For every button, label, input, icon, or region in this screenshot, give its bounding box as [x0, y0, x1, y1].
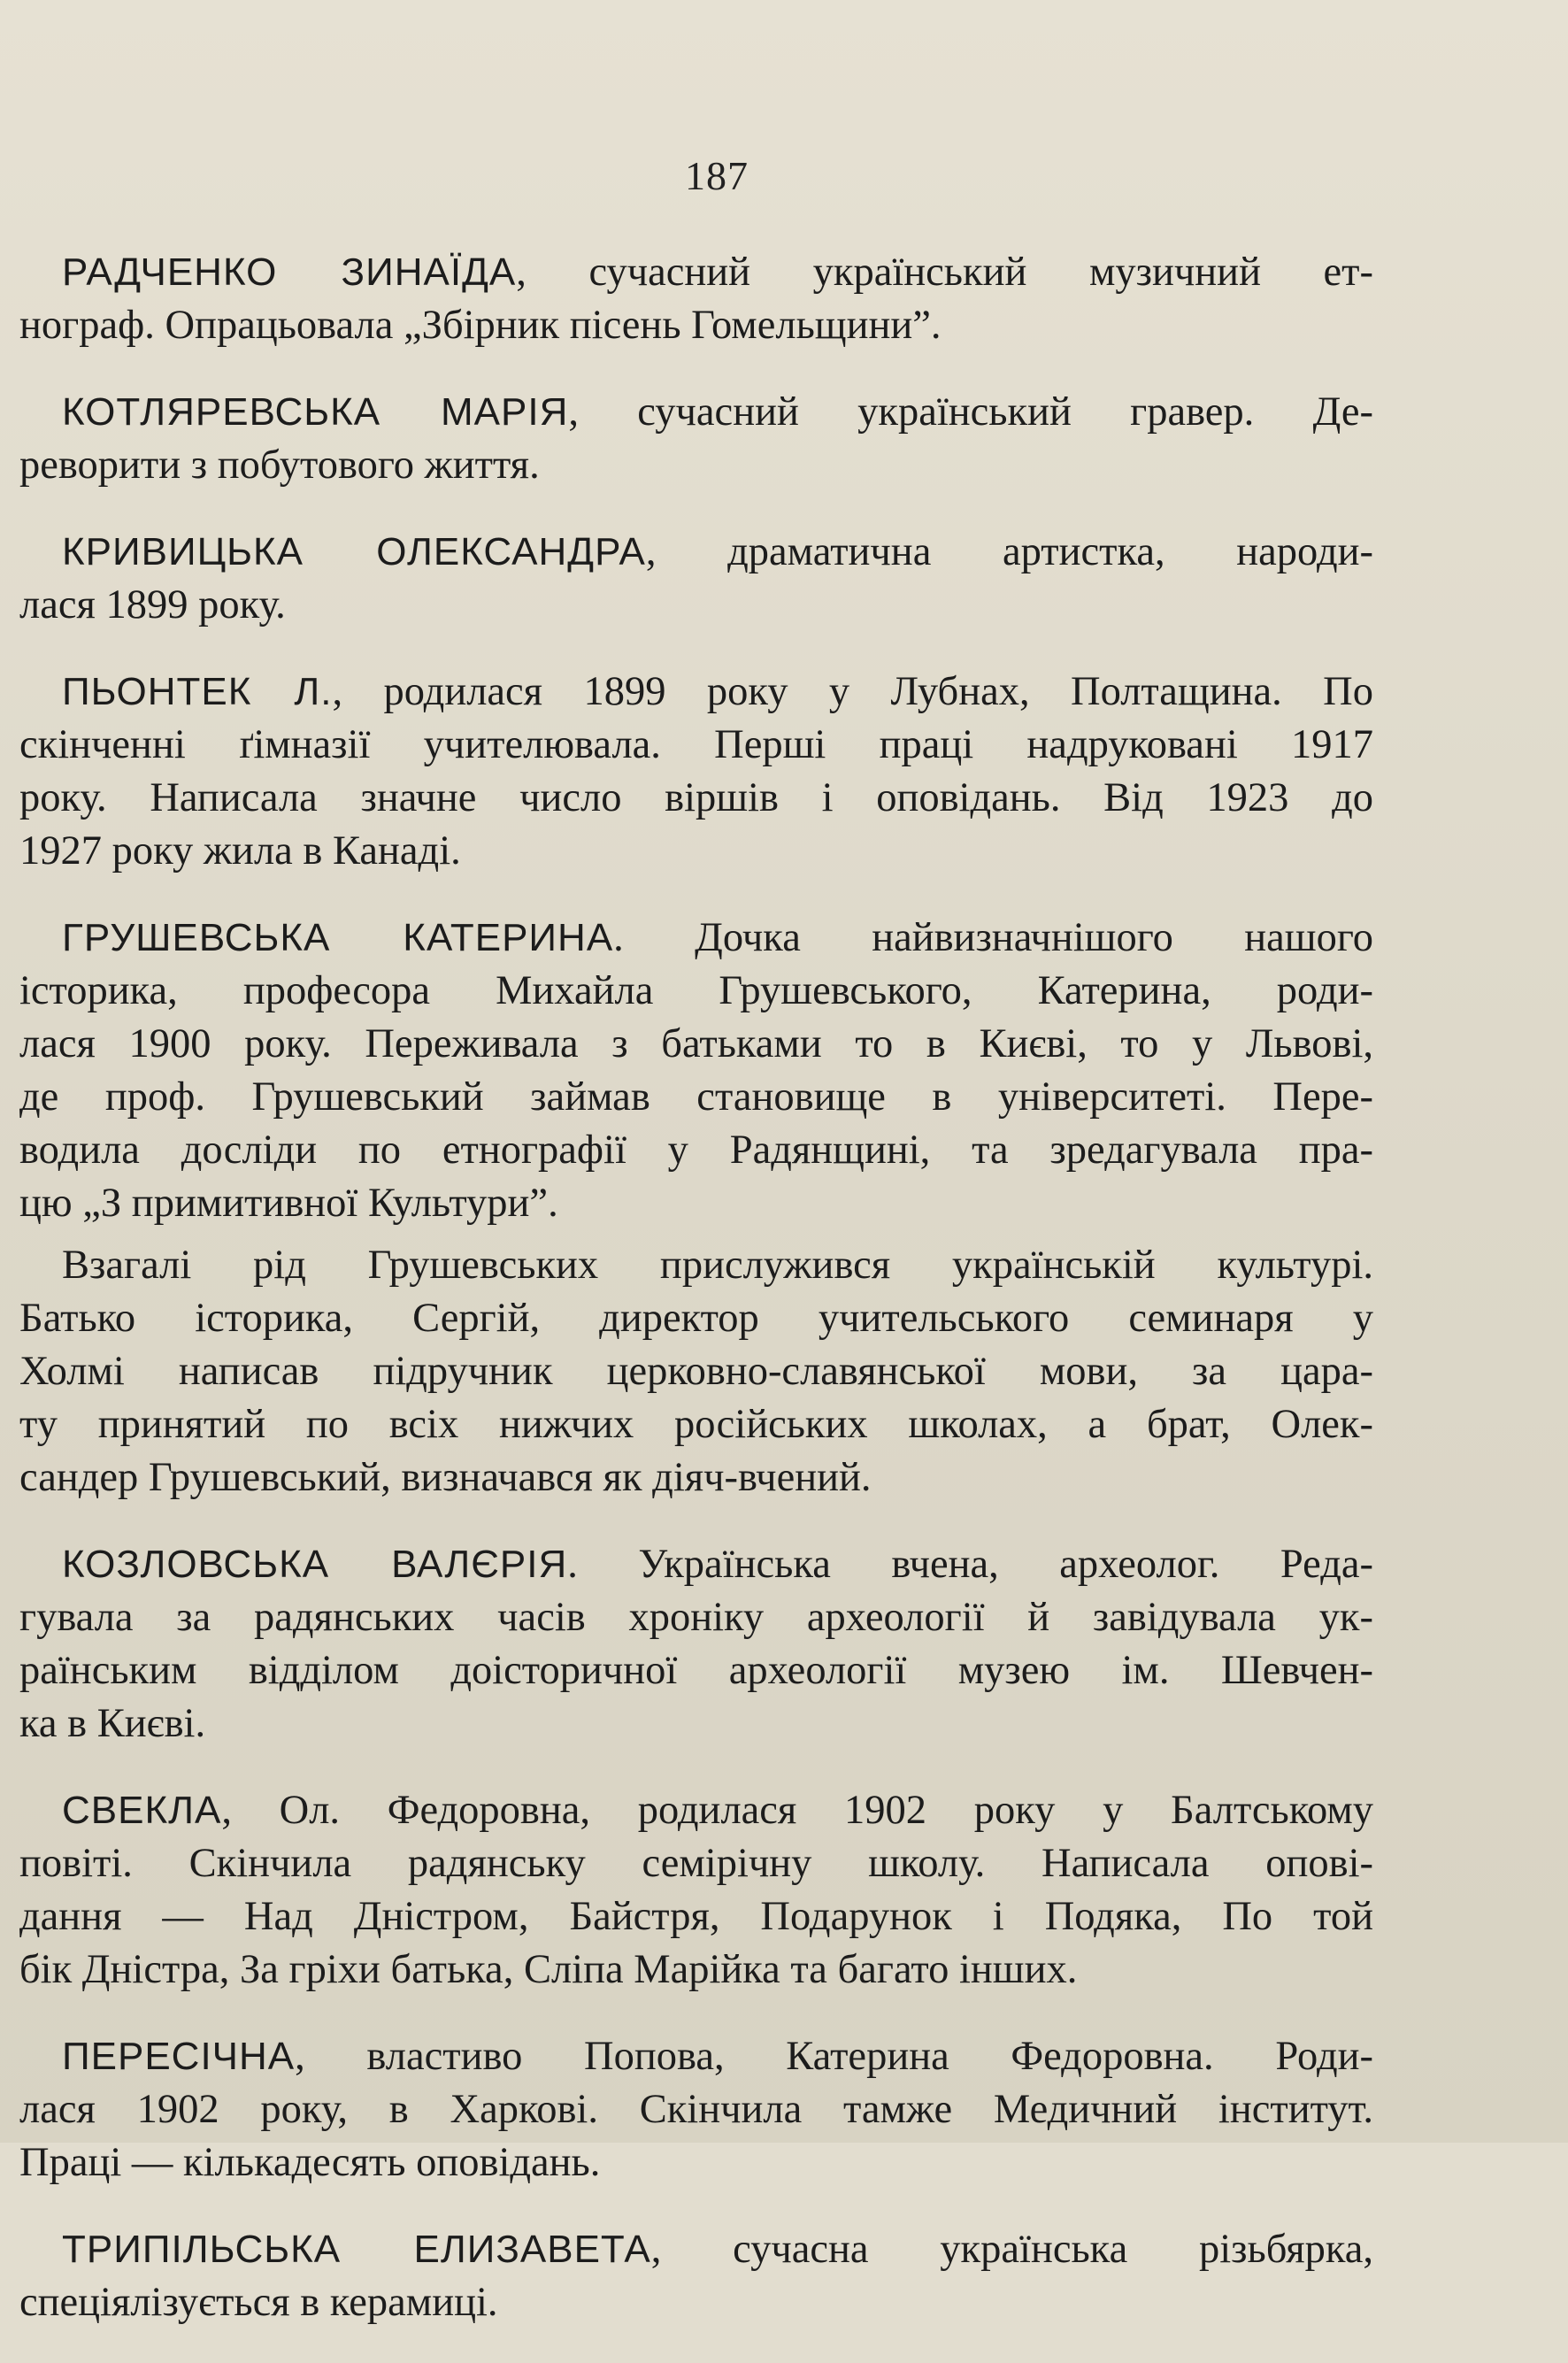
entry-text: водила досліди по етнографії у Радянщині, та зредагувала пра-	[19, 1128, 1373, 1173]
biography-entry	[19, 2030, 1373, 2190]
entry-text: , драматична артистка, народи-	[645, 529, 1373, 574]
entry-name: КРИВИЦЬКА ОЛЕКСАНДРА	[62, 530, 646, 573]
entry-text: раїнським відділом доісторичної археології музею ім. Шевчен-	[19, 1648, 1373, 1693]
entry-first-line	[19, 526, 1373, 579]
entry-text: , властиво Попова, Катерина Федоровна. Роди-	[295, 2034, 1373, 2079]
entry-text: року. Написала значне число віршів і оповідань. Від 1923 до	[19, 775, 1373, 820]
entry-text: Холмі написав підручник церковно-славянської мови, за цара-	[19, 1349, 1373, 1394]
entry-name: СВЕКЛА	[62, 1789, 222, 1832]
entry-first-line	[19, 386, 1373, 439]
page-body	[19, 246, 1373, 2363]
entry-name: ТРИПІЛЬСЬКА ЕЛИЗАВЕТА	[62, 2228, 651, 2271]
entry-text: . Українська вчена, археолог. Реда-	[567, 1542, 1373, 1587]
entry-text: сандер Грушевський, визначався як діяч-вчений.	[19, 1455, 872, 1500]
biography-entry	[19, 666, 1373, 878]
biography-entry	[19, 386, 1373, 492]
entry-text: , сучасний український гравер. Де-	[568, 389, 1373, 435]
biography-entry	[19, 2223, 1373, 2329]
entry-first-line	[19, 1538, 1373, 1591]
entry-first-line	[19, 912, 1373, 965]
entry-name: ГРУШЕВСЬКА КАТЕРИНА	[62, 916, 614, 959]
entry-text: лася 1899 року.	[19, 582, 286, 627]
page-number: 187	[685, 153, 749, 198]
entry-text: . Дочка найвизначнішого нашого	[613, 915, 1373, 960]
entry-name: КОЗЛОВСЬКА ВАЛЄРІЯ	[62, 1543, 568, 1586]
entry-text: , сучасний український музичний ет-	[516, 250, 1373, 295]
entry-text: гувала за радянських часів хроніку археології й завідувала ук-	[19, 1595, 1373, 1640]
entry-text: нограф. Опрацьовала „Збірник пісень Гомельщини”.	[19, 303, 942, 348]
entry-first-line	[19, 246, 1373, 299]
entry-name: КОТЛЯРЕВСЬКА МАРІЯ	[62, 390, 569, 434]
entry-text: Батько історика, Сергій, директор учительського семинаря у	[19, 1296, 1373, 1341]
entry-text: скінченні ґімназії учителювала. Перші праці надруковані 1917	[19, 722, 1373, 767]
entry-text: лася 1902 року, в Харкові. Скінчила тамже Медичний інститут.	[19, 2087, 1373, 2132]
entry-text: повіті. Скінчила радянську семірічну школу. Написала опові-	[19, 1841, 1373, 1886]
entry-first-line	[19, 666, 1373, 719]
biography-entry	[19, 1784, 1373, 1997]
entry-text: ка в Києві.	[19, 1701, 206, 1746]
entry-first-line	[19, 2223, 1373, 2276]
entry-name: ПЬОНТЕК Л.	[62, 670, 333, 713]
entry-text: , сучасна українська різьбярка,	[650, 2227, 1373, 2272]
biography-entry	[19, 246, 1373, 352]
entry-text: спеціялізується в керамиці.	[19, 2280, 498, 2325]
entry-first-line	[19, 1784, 1373, 1837]
entry-text: ту принятий по всіх нижчих російських школах, а брат, Олек-	[19, 1402, 1373, 1447]
entry-text: бік Дністра, За гріхи батька, Сліпа Марійка та багато інших.	[19, 1947, 1078, 1992]
entry-text: Взагалі рід Грушевських прислужився українській культурі.	[62, 1243, 1373, 1288]
entry-text: , Ол. Федоровна, родилася 1902 року у Балтському	[221, 1788, 1373, 1833]
entry-first-line	[19, 2030, 1373, 2083]
entry-text: де проф. Грушевський займав становище в університеті. Пере-	[19, 1074, 1373, 1120]
biography-entry	[19, 1538, 1373, 1751]
entry-text: реворити з побутового життя.	[19, 443, 540, 488]
biography-paragraph	[19, 1239, 1373, 1505]
entry-text: , родилася 1899 року у Лубнах, Полтащина. По	[332, 669, 1374, 714]
biography-entry	[19, 912, 1373, 1230]
biography-entry	[19, 526, 1373, 632]
entry-text: цю „З примитивної Культури”.	[19, 1181, 558, 1226]
entry-text: історика, професора Михайла Грушевського, Катерина, роди-	[19, 968, 1373, 1013]
entry-text: дання — Над Дністром, Байстря, Подарунок і Подяка, По той	[19, 1894, 1373, 1939]
entry-name: РАДЧЕНКО ЗИНАЇДА	[62, 250, 517, 294]
entry-text: лася 1900 року. Переживала з батьками то в Києві, то у Львові,	[19, 1021, 1373, 1066]
entry-text: Праці — кількадесять оповідань.	[19, 2140, 601, 2185]
entry-name: ПЕРЕСІЧНА	[62, 2035, 296, 2078]
entry-text: 1927 року жила в Канаді.	[19, 828, 461, 874]
